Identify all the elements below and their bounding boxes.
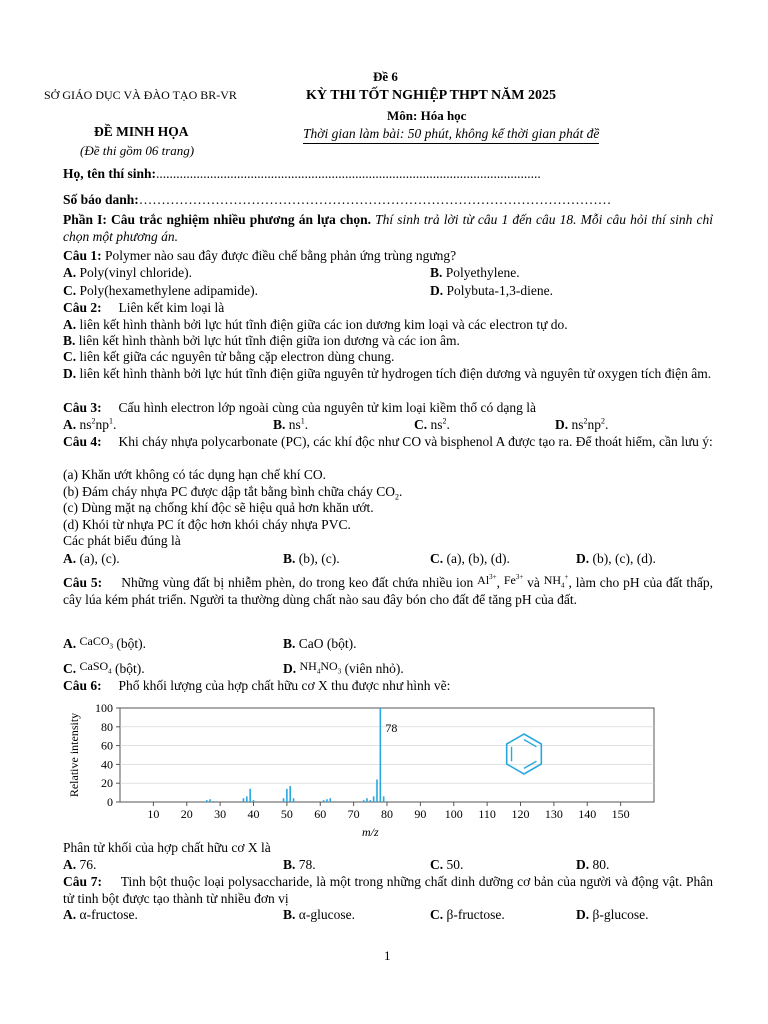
q6-label: Câu 6:	[63, 678, 102, 693]
benzene-ring-icon	[507, 734, 542, 774]
y-axis-label: Relative intensity	[67, 712, 81, 798]
q2-option-c[interactable]: C. liên kết giữa các nguyên tử bằng cặp electron dùng chung.	[63, 349, 395, 364]
x-tick-label: 80	[381, 807, 393, 821]
question-2	[63, 300, 713, 317]
y-tick-label: 20	[101, 776, 113, 791]
q4-option-d[interactable]: D. (b), (c), (d).	[576, 551, 656, 566]
department-name: SỞ GIÁO DỤC VÀ ĐÀO TẠO BR-VR	[44, 88, 237, 102]
page-count: (Đề thi gồm 06 trang)	[80, 143, 195, 158]
x-tick-label: 110	[478, 807, 496, 821]
q1-text: Polymer nào sau đây được điều chế bằng phản ứng trùng ngưng?	[105, 248, 457, 263]
x-tick-label: 100	[444, 807, 463, 821]
x-tick-labels	[147, 807, 629, 821]
y-tick-label: 60	[101, 738, 113, 753]
q7-option-d[interactable]: D. β-glucose.	[576, 907, 649, 922]
exam-subject: Môn: Hóa học	[387, 108, 467, 123]
q4-option-c[interactable]: C. (a), (b), (d).	[430, 551, 510, 566]
x-tick-label: 70	[347, 807, 360, 821]
question-4	[63, 434, 713, 451]
q7-option-c[interactable]: C. β-fructose.	[430, 907, 505, 922]
y-tick-label: 0	[107, 795, 113, 809]
x-tick-label: 90	[414, 807, 427, 821]
q2-text: Liên kết kim loại là	[118, 300, 225, 315]
q3-option-b[interactable]: B. $ns^1$.	[273, 416, 309, 432]
q2-option-d[interactable]: D. liên kết hình thành bởi lực hút tĩnh điện giữa nguyên tử hydrogen tích điện dương và nguyên tử oxygen tích điện âm.	[63, 366, 712, 381]
candidate-name-label: Họ, tên thí sinh:	[63, 166, 157, 181]
q3-option-c[interactable]: C. $ns^2$.	[414, 416, 450, 432]
x-axis-label: m/z	[361, 825, 379, 839]
q7-option-b[interactable]: B. α-glucose.	[283, 907, 355, 922]
q3-text: Cấu hình electron lớp ngoài cùng của nguyên tử kim loại kiềm thổ có dạng là	[118, 400, 536, 415]
q6-text: Phổ khối lượng của hợp chất hữu cơ X thu được như hình vẽ:	[118, 678, 451, 693]
q6-option-d[interactable]: D. 80.	[576, 857, 610, 872]
question-7	[63, 874, 713, 907]
exam-title: KỲ THI TỐT NGHIỆP THPT NĂM 2025	[306, 88, 556, 103]
q6-option-a[interactable]: A. 76.	[63, 857, 97, 872]
part1-title: Phần I: Câu trắc nghiệm nhiều phương án lựa chọn.	[63, 212, 372, 227]
x-tick-label: 30	[214, 807, 227, 821]
q4-option-a[interactable]: A. (a), (c).	[63, 551, 120, 566]
x-tick-label: 50	[280, 807, 293, 821]
q3-option-a[interactable]: A. $ns^2np^1$.	[63, 416, 117, 432]
q1-label: Câu 1:	[63, 248, 102, 263]
mass-spectrum-chart	[64, 700, 664, 842]
q4-label: Câu 4:	[63, 434, 102, 449]
part1-instruction: Thí sinh trả lời từ câu 1 đến câu 18. Mỗi câu hỏi thí sinh chỉ chọn một phương án.	[63, 212, 713, 244]
q6-option-c[interactable]: C. 50.	[430, 857, 464, 872]
spectrum-peaks	[207, 708, 384, 802]
y-tick-labels	[95, 701, 113, 809]
x-tick-label: 150	[611, 807, 630, 821]
x-tick-label: 20	[180, 807, 193, 821]
ion-al: $Al^{3+}$	[477, 573, 497, 587]
x-tick-label: 10	[147, 807, 160, 821]
x-tick-label: 60	[314, 807, 327, 821]
q4-statement-d: (d) Khói từ nhựa PC ít độc hơn khói cháy nhựa PVC.	[63, 517, 351, 532]
q4-statement-c: (c) Dùng mặt nạ chống khí độc sẽ hiệu quả hơn khăn ướt.	[63, 500, 374, 515]
candidate-id-dots: ……………………………………………………………………………………………	[138, 192, 612, 207]
q3-option-d[interactable]: D. $ns^2np^2$.	[555, 416, 609, 432]
ion-fe: $Fe^{3+}$	[503, 573, 524, 587]
q4-text: Khi cháy nhựa polycarbonate (PC), các khí độc như CO và bisphenol A được tạo ra. Để thoát hiểm, cần lưu ý:	[118, 434, 713, 449]
ion-nh4: $NH_4^+$	[543, 573, 569, 590]
y-tick-label: 40	[101, 757, 113, 772]
question-6	[63, 678, 713, 695]
x-tick-label: 130	[544, 807, 563, 821]
y-tick-label: 80	[101, 719, 113, 734]
q5-option-b[interactable]: B. CaO (bột).	[283, 636, 357, 651]
part1-heading	[63, 212, 713, 245]
x-tick-label: 140	[578, 807, 597, 821]
q4-statement-a: (a) Khăn ướt không có tác dụng hạn chế khí CO.	[63, 467, 327, 482]
q7-text: Tinh bột thuộc loại polysaccharide, là một trong những chất dinh dưỡng cơ bản của người và động vật. Phân tử tinh bột được tạo thành từ nhiều đơn vị	[63, 874, 713, 906]
candidate-name-line	[63, 166, 541, 183]
q1-option-d[interactable]: D. Polybuta-1,3-diene.	[430, 283, 553, 298]
candidate-name-dots: ..................................................................................................................	[156, 166, 541, 181]
q6-ask: Phân tử khối của hợp chất hữu cơ X là	[63, 840, 271, 855]
question-1	[63, 248, 713, 265]
q1-option-b[interactable]: B. Polyethylene.	[430, 265, 520, 280]
page-number: 1	[384, 948, 391, 963]
exam-number: Đề 6	[373, 69, 398, 84]
x-tick-label: 120	[511, 807, 530, 821]
q5-option-d[interactable]: D. $NH_4NO_3$ (viên nhỏ).	[283, 659, 404, 676]
y-tick-label: 100	[95, 701, 113, 715]
q5-option-a[interactable]: A. CaCO$_3$ (bột).	[63, 634, 146, 651]
q2-option-a[interactable]: A. liên kết hình thành bởi lực hút tĩnh điện giữa các ion dương kim loại và các electron tự do.	[63, 317, 568, 332]
candidate-id-line	[63, 192, 611, 209]
q4-statement-b: (b) Đám cháy nhựa PC được dập tắt bằng bình chữa cháy $CO_2$.	[63, 484, 403, 502]
question-3	[63, 400, 713, 417]
q2-option-b[interactable]: B. liên kết hình thành bởi lực hút tĩnh điện giữa ion dương và các ion âm.	[63, 333, 460, 348]
q1-option-c[interactable]: C. Poly(hexamethylene adipamide).	[63, 283, 258, 298]
x-tick-label: 40	[247, 807, 260, 821]
q2-label: Câu 2:	[63, 300, 102, 315]
exam-time: Thời gian làm bài: 50 phút, không kể thời gian phát đề	[303, 126, 599, 144]
q7-option-a[interactable]: A. α-fructose.	[63, 907, 138, 922]
q4-ask: Các phát biểu đúng là	[63, 533, 181, 548]
q7-label: Câu 7:	[63, 874, 102, 889]
q6-option-b[interactable]: B. 78.	[283, 857, 316, 872]
q5-option-c[interactable]: C. CaSO$_4$ (bột).	[63, 659, 145, 676]
q5-label: Câu 5:	[63, 575, 103, 590]
q1-option-a[interactable]: A. Poly(vinyl chloride).	[63, 265, 192, 280]
sample-exam-label: ĐỀ MINH HỌA	[94, 124, 189, 139]
q3-label: Câu 3:	[63, 400, 102, 415]
q4-option-b[interactable]: B. (b), (c).	[283, 551, 340, 566]
question-5: Câu 5: Những vùng đất bị nhiễm phèn, do trong keo đất chứa nhiều ion $Al^{3+}$, $Fe^{3+}$ và $NH_4^+$, làm cho pH của đất thấp, cây lúa kém phát triển. Người ta thường dùng chất nào sau đây bón cho đất để tăng pH của đất.	[63, 573, 713, 607]
candidate-id-label: Số báo danh:	[63, 192, 139, 207]
peak-label-78: 78	[385, 721, 398, 735]
